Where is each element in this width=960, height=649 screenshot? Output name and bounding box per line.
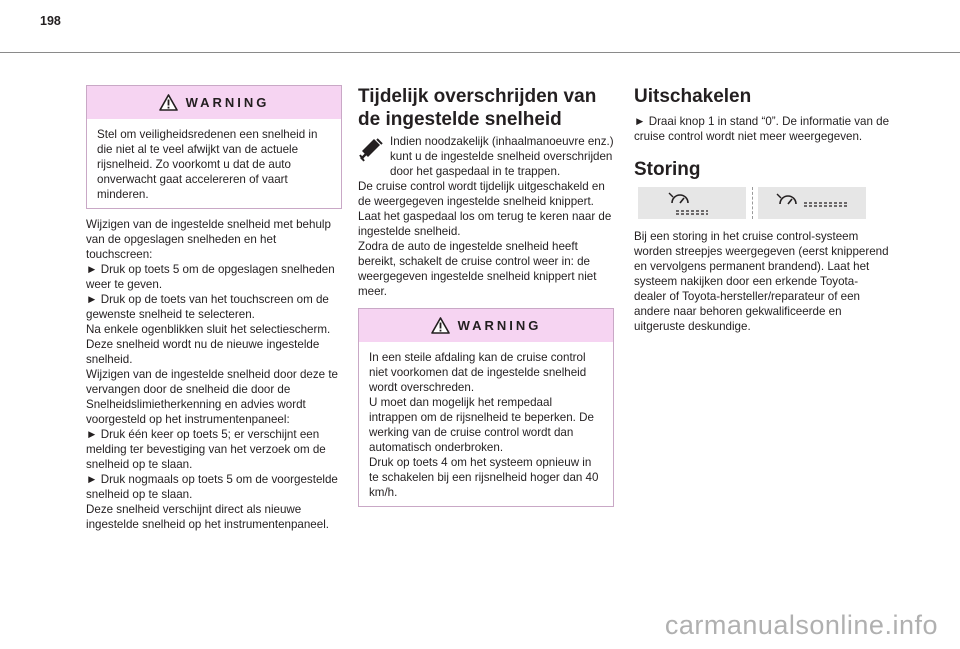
accelerator-pedal-icon: [358, 137, 384, 163]
watermark: carmanualsonline.info: [664, 610, 938, 640]
warning-triangle-icon: [431, 317, 450, 334]
cruise-control-fault-display-icon: [638, 187, 746, 219]
header-divider: [0, 52, 960, 53]
section-heading-override: Tijdelijk overschrijden van de ingestelde snelheid: [358, 86, 597, 130]
paragraph: Na enkele ogenblikken sluit het selectiescherm.: [86, 323, 331, 336]
intro-text: Indien noodzakelijk (inhaalmanoeuvre enz.) kunt u de ingestelde snelheid overschrijden door het gaspedaal in te trappen.: [390, 135, 614, 178]
column-3: [634, 85, 890, 334]
warning-text: In een steile afdaling kan de cruise control niet voorkomen dat de ingestelde snelheid wordt overschreden.: [369, 351, 587, 394]
warning-text: U moet dan mogelijk het rempedaal intrappen om de rijsnelheid te beperken. De werking van de cruise control wordt dan automatisch onderbroken.: [369, 396, 594, 454]
warning-header: [87, 86, 341, 119]
warning-title: WARNING: [457, 318, 542, 333]
instruction-step: ► Druk op toets 5 om de opgeslagen snelheden weer te geven.: [86, 263, 335, 291]
fault-display-illustration: [638, 187, 890, 219]
paragraph: Bij een storing in het cruise control-systeem worden streepjes weergegeven (eerst knipperend en vervolgens permanent brandend). Laat het systeem nakijken door een erkende Toyota-dealer of Toyota-hersteller/reparateur of een andere naar behoren gekwalificeerde en uitgeruste deskundige.: [634, 230, 889, 333]
paragraph: Zodra de auto de ingestelde snelheid heeft bereikt, schakelt de cruise control weer in: de weergegeven ingestelde snelheid knippert niet meer.: [358, 240, 597, 298]
divider: [746, 187, 758, 219]
instruction-step: ► Druk één keer op toets 5; er verschijnt een melding ter bevestiging van het verzoek om de snelheid op te slaan.: [86, 428, 326, 471]
cruise-control-dashes-display-icon: [758, 187, 866, 219]
page-number: 198: [40, 14, 61, 28]
warning-text: Stel om veiligheidsredenen een snelheid in die niet al te veel afwijkt van de actuele rijsnelheid. Zo voorkomt u dat de auto onverwacht gaat accelereren of vaart minderen.: [97, 128, 318, 201]
paragraph: Wijzigen van de ingestelde snelheid met behulp van de opgeslagen snelheden en het touchscreen:: [86, 218, 331, 261]
section-heading-switch-off: Uitschakelen: [634, 86, 752, 107]
warning-header: [359, 309, 613, 342]
paragraph: Wijzigen van de ingestelde snelheid door deze te vervangen door de snelheid die door de Snelheidslimietherkenning en advies wordt voorgesteld op het instrumentenpaneel:: [86, 368, 339, 426]
instruction-step: ► Draai knop 1 in stand “0”. De informatie van de cruise control wordt niet meer weergegeven.: [634, 115, 890, 143]
column-1: [86, 85, 342, 532]
warning-title: WARNING: [185, 95, 270, 110]
instruction-step: ► Druk nogmaals op toets 5 om de voorgestelde snelheid op te slaan.: [86, 473, 338, 501]
paragraph: Deze snelheid verschijnt direct als nieuwe ingestelde snelheid op het instrumentenpaneel.: [86, 503, 329, 531]
warning-text: Druk op toets 4 om het systeem opnieuw in te schakelen bij een rijsnelheid hoger dan 40 km/h.: [369, 456, 599, 499]
column-2: [358, 85, 614, 515]
paragraph: De cruise control wordt tijdelijk uitgeschakeld en de weergegeven ingestelde snelheid knippert.: [358, 180, 605, 208]
warning-box-descent: [358, 308, 614, 507]
paragraph: Laat het gaspedaal los om terug te keren naar de ingestelde snelheid.: [358, 210, 612, 238]
intro-with-icon: [358, 134, 614, 179]
warning-triangle-icon: [159, 94, 178, 111]
paragraph: Deze snelheid wordt nu de nieuwe ingestelde snelheid.: [86, 338, 320, 366]
section-heading-fault: Storing: [634, 159, 701, 180]
instruction-step: ► Druk op de toets van het touchscreen om de gewenste snelheid te selecteren.: [86, 293, 329, 321]
warning-box-speed: [86, 85, 342, 209]
